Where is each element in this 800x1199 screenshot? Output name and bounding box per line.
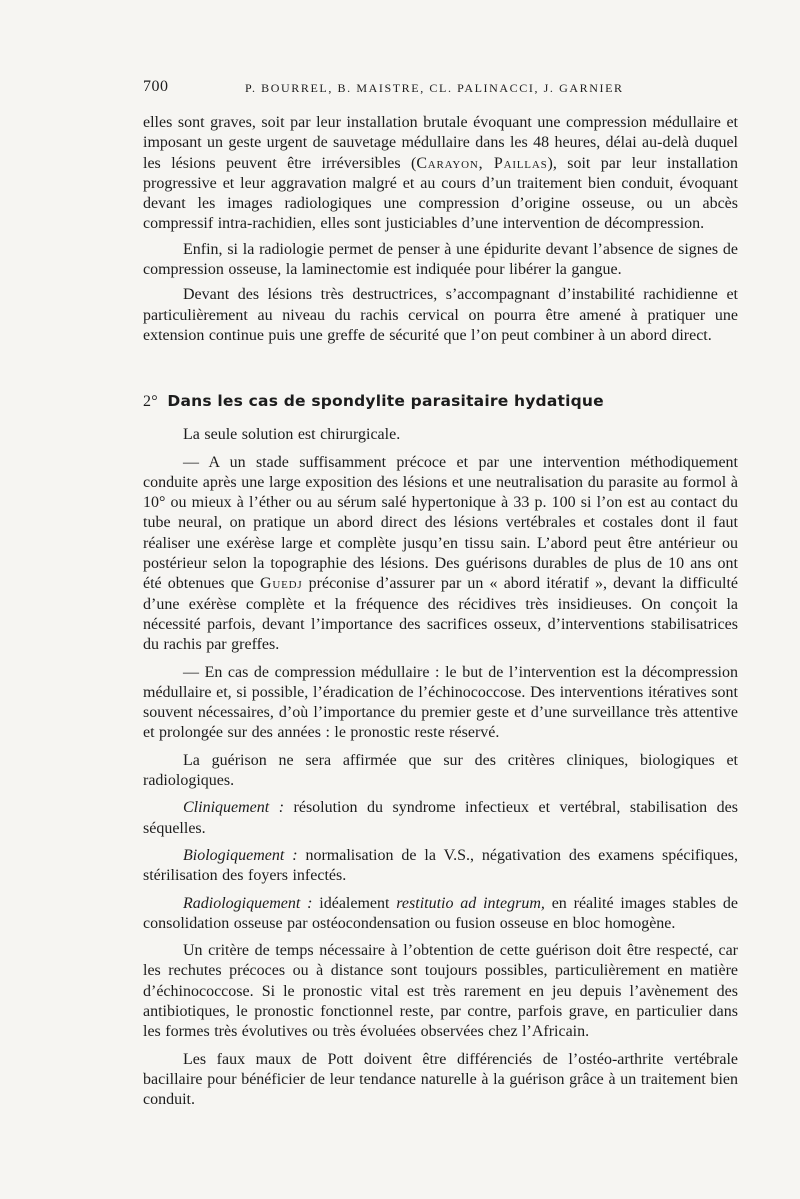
paragraph-surgical-only: La seule solution est chirurgicale. <box>183 426 401 444</box>
paragraph-clinical: Cliniquement : résolution du syndrome infectieux et vertébral, stabilisation des séquelles. <box>143 799 738 837</box>
paragraph-biological: Biologiquement : normalisation de la V.S., négativation des examens spécifiques, stérilisation des foyers infectés. <box>143 846 738 885</box>
paragraph-epiduritis: Enfin, si la radiologie permet de penser à une épidurite devant l’absence de signes de compression osseuse, la laminectomie est indiquée pour libérer la gangue. <box>143 240 738 279</box>
article-body <box>143 113 738 1110</box>
criterion-label: Radiologiquement : <box>183 894 313 912</box>
section-title: Dans les cas de spondylite parasitaire hydatique <box>167 392 604 411</box>
paragraph-direct-approach: — A un stade suffisamment précoce et par une intervention méthodiquement conduite après une large exposition des lésions et une neutralisation du parasite au formol à 10° ou mieux à l’éther ou au sérum salé hypertonique à 33 p. 100 si l’on est au contact du tube neural, on pratique un abord direct des lésions vertébrales et costales dont il faut réaliser une exérèse large et complète jusqu’en tissu sain. L’abord peut être antérieur ou postérieur selon la topographie des lésions. Des guérisons durables de plus de 10 ans ont été obtenues que Guedj préconise d’assurer par un « abord itératif », devant la difficulté d’une exérèse complète et la fréquence des récidives très insidieuses. On conçoit la nécessité parfois, devant l’importance des sacrifices osseux, d’interventions stabilisatrices du rachis par greffes. <box>143 453 739 654</box>
paragraph-spinal-compression: — En cas de compression médullaire : le but de l’intervention est la décompression médullaire et, si possible, l’éradication de l’échinococcose. Des interventions itératives sont souvent nécessaires, d’où l’importance du premier geste et d’une surveillance très attentive et prolongée sur des années : le pronostic reste réservé. <box>143 663 738 742</box>
latin-phrase: restitutio ad integrum, <box>396 894 545 912</box>
criterion-label: Cliniquement : <box>183 799 285 817</box>
paragraph-instability: Devant des lésions très destructrices, s’accompagnant d’instabilité rachidienne et particulièrement au niveau du rachis cervical on pourra être amené à pratiquer une extension continue puis une greffe de sécurité que l’on peut combiner à un abord direct. <box>143 286 738 344</box>
page-number: 700 <box>143 78 169 95</box>
section-heading <box>143 392 738 411</box>
author-reference: Guedj <box>260 575 303 593</box>
paragraph-radiological: Radiologiquement : idéalement restitutio ad integrum, en réalité images stables de consolidation osseuse par ostéocondensation ou fusion osseuse en bloc homogène. <box>143 894 739 932</box>
paragraph-healing-criteria: La guérison ne sera affirmée que sur des critères cliniques, biologiques et radiologiques. <box>143 751 738 790</box>
criterion-label: Biologiquement : <box>183 846 298 864</box>
paragraph-surgical-indications: elles sont graves, soit par leur installation brutale évoquant une compression médullaire et imposant un geste urgent de sauvetage médullaire dans les 48 heures, délai au-delà duquel les lésions peuvent être irréversibles (Carayon, Paillas), soit par leur installation progressive et leur aggravation malgré et au cours d’un traitement bien conduit, évoquant devant les images radiologiques une compression d’origine osseuse, ou un abcès compressif intra-rachidien, elles sont justiciables d’une intervention de décompression. <box>143 114 738 233</box>
paragraph-time-criterion: Un critère de temps nécessaire à l’obtention de cette guérison doit être respecté, car les rechutes précoces ou à distance sont toujours possibles, particulièrement en matière d’échinococcose. Si le pronostic vital est très rarement en jeu depuis l’avènement des antibiotiques, le pronostic fonctionnel reste, par contre, parfois grave, en particulier dans les formes très évolutives ou très évoluées observées chez l’Africain. <box>143 942 738 1041</box>
author-reference: Paillas <box>493 154 548 172</box>
running-header <box>143 78 738 102</box>
author-running-head: P. BOURREL, B. MAISTRE, CL. PALINACCI, J. GARNIER <box>245 81 624 95</box>
author-reference: Carayon, <box>416 154 484 172</box>
paragraph-false-pott: Les faux maux de Pott doivent être différenciés de l’ostéo-arthrite vertébrale bacillaire pour bénéficier de leur tendance naturelle à la guérison grâce à un traitement bien conduit. <box>143 1050 738 1109</box>
section-number: 2° <box>143 393 158 411</box>
